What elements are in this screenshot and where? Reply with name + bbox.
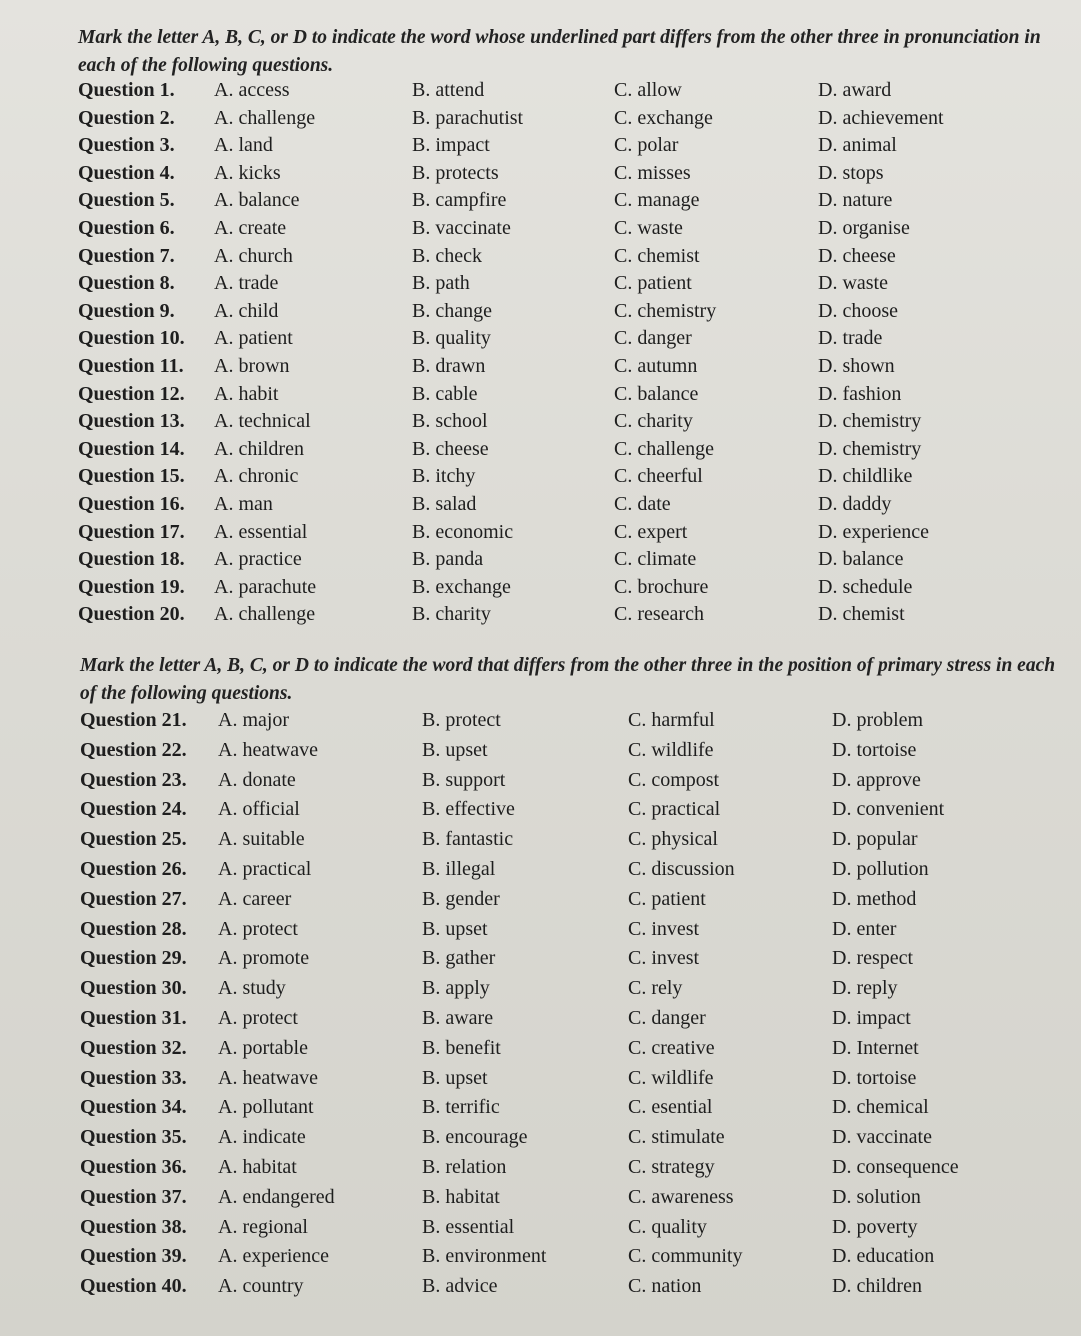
- question-label: Question 31.: [80, 1007, 187, 1029]
- option-b: B. essential: [422, 1215, 515, 1238]
- option-a: A. brown: [214, 355, 290, 377]
- option-b: B. change: [412, 299, 492, 322]
- option-a: A. practical: [218, 858, 312, 880]
- option-a: A. regional: [218, 1215, 308, 1238]
- question-row: [0, 217, 1081, 245]
- option-a: A. country: [218, 1275, 304, 1298]
- question-label: Question 14.: [78, 437, 185, 460]
- question-label: Question 18.: [78, 548, 185, 571]
- option-b: B. relation: [422, 1156, 507, 1178]
- option-d: D. pollution: [832, 858, 929, 880]
- question-label: Question 23.: [80, 768, 187, 791]
- question-row: [0, 327, 1081, 355]
- option-b: B. panda: [412, 548, 484, 571]
- question-label: Question 15.: [78, 465, 185, 488]
- question-label: Question 30.: [80, 977, 187, 1000]
- option-d: D. choose: [818, 299, 898, 322]
- question-row: [0, 1186, 1081, 1214]
- option-a: A. children: [214, 437, 304, 460]
- option-d: D. tortoise: [832, 738, 917, 761]
- question-row: [0, 300, 1081, 328]
- question-row: [0, 548, 1081, 576]
- option-b: B. benefit: [422, 1036, 501, 1059]
- option-c: C. creative: [628, 1036, 715, 1059]
- option-d: D. chemistry: [818, 410, 922, 433]
- question-label: Question 34.: [80, 1096, 187, 1119]
- question-row: [0, 272, 1081, 300]
- option-c: C. harmful: [628, 709, 715, 731]
- option-b: B. protect: [422, 709, 501, 731]
- option-a: A. heatwave: [218, 738, 318, 761]
- option-d: D. enter: [832, 917, 897, 940]
- option-d: D. waste: [818, 272, 888, 295]
- question-label: Question 24.: [80, 798, 187, 821]
- option-b: B. school: [412, 410, 488, 433]
- option-c: C. danger: [614, 327, 692, 350]
- question-label: Question 39.: [80, 1245, 187, 1268]
- option-d: D. Internet: [832, 1036, 919, 1059]
- option-a: A. create: [214, 217, 287, 239]
- question-row: [0, 107, 1081, 135]
- question-row: [0, 576, 1081, 604]
- option-b: B. campfire: [412, 189, 507, 212]
- option-a: A. promote: [218, 947, 310, 970]
- option-c: C. research: [614, 603, 704, 626]
- option-d: D. chemist: [818, 603, 905, 626]
- option-d: D. chemical: [832, 1096, 929, 1119]
- option-c: C. cheerful: [614, 465, 703, 488]
- question-row: [0, 162, 1081, 190]
- option-a: A. suitable: [218, 828, 305, 851]
- option-b: B. charity: [412, 603, 491, 626]
- question-row: [0, 1126, 1081, 1154]
- option-c: C. practical: [628, 798, 721, 821]
- option-a: A. portable: [218, 1036, 308, 1059]
- option-c: C. date: [614, 493, 671, 515]
- option-a: A. protect: [218, 1007, 298, 1029]
- question-row: [0, 918, 1081, 946]
- question-row: [0, 858, 1081, 886]
- question-row: [0, 245, 1081, 273]
- question-label: Question 3.: [78, 134, 175, 157]
- option-c: C. patient: [628, 887, 706, 910]
- option-c: C. challenge: [614, 437, 714, 460]
- question-label: Question 17.: [78, 520, 185, 543]
- option-d: D. education: [832, 1245, 935, 1268]
- option-b: B. gather: [422, 947, 496, 970]
- option-c: C. patient: [614, 272, 692, 295]
- option-a: A. essential: [214, 520, 308, 543]
- option-a: A. habitat: [218, 1156, 297, 1178]
- option-c: C. waste: [614, 217, 683, 239]
- option-d: D. organise: [818, 217, 910, 239]
- option-a: A. access: [214, 79, 290, 101]
- question-row: [0, 739, 1081, 767]
- option-a: A. balance: [214, 189, 300, 212]
- option-b: B. quality: [412, 327, 491, 350]
- option-d: D. chemistry: [818, 437, 922, 460]
- option-d: D. animal: [818, 134, 897, 157]
- option-d: D. popular: [832, 828, 918, 851]
- question-row: [0, 1067, 1081, 1095]
- option-c: C. stimulate: [628, 1126, 725, 1149]
- question-row: [0, 189, 1081, 217]
- question-label: Question 33.: [80, 1066, 187, 1089]
- option-a: A. parachute: [214, 575, 317, 598]
- option-b: B. impact: [412, 134, 490, 157]
- question-label: Question 27.: [80, 887, 187, 910]
- option-b: B. economic: [412, 520, 514, 543]
- question-row: [0, 798, 1081, 826]
- option-b: B. apply: [422, 977, 490, 1000]
- option-b: B. advice: [422, 1275, 498, 1298]
- option-a: A. challenge: [214, 603, 316, 626]
- option-c: C. danger: [628, 1007, 706, 1029]
- question-label: Question 10.: [78, 327, 185, 350]
- question-label: Question 36.: [80, 1156, 187, 1178]
- question-label: Question 40.: [80, 1275, 187, 1298]
- option-a: A. official: [218, 798, 300, 821]
- option-d: D. balance: [818, 548, 904, 571]
- question-row: [0, 79, 1081, 107]
- option-b: B. aware: [422, 1007, 494, 1029]
- question-label: Question 20.: [78, 603, 185, 626]
- option-b: B. environment: [422, 1245, 547, 1268]
- question-row: [0, 1007, 1081, 1035]
- option-a: A. pollutant: [218, 1096, 314, 1119]
- option-b: B. exchange: [412, 575, 511, 598]
- option-d: D. trade: [818, 327, 883, 350]
- option-d: D. shown: [818, 355, 895, 377]
- question-label: Question 19.: [78, 575, 185, 598]
- option-c: C. community: [628, 1245, 743, 1268]
- option-b: B. salad: [412, 493, 477, 515]
- option-b: B. cheese: [412, 437, 489, 460]
- question-row: [0, 493, 1081, 521]
- question-label: Question 26.: [80, 858, 187, 880]
- question-label: Question 8.: [78, 272, 175, 295]
- option-c: C. invest: [628, 917, 700, 940]
- question-label: Question 22.: [80, 738, 187, 761]
- question-label: Question 5.: [78, 189, 175, 212]
- option-c: C. chemistry: [614, 299, 717, 322]
- question-row: [0, 355, 1081, 383]
- option-a: A. habit: [214, 382, 279, 405]
- option-a: A. challenge: [214, 106, 316, 129]
- question-row: [0, 709, 1081, 737]
- option-a: A. practice: [214, 548, 302, 571]
- question-row: [0, 410, 1081, 438]
- option-a: A. land: [214, 134, 273, 157]
- option-a: A. protect: [218, 917, 298, 940]
- question-row: [0, 465, 1081, 493]
- option-c: C. physical: [628, 828, 718, 851]
- option-d: D. consequence: [832, 1156, 959, 1178]
- question-row: [0, 1037, 1081, 1065]
- option-c: C. strategy: [628, 1156, 715, 1178]
- question-row: [0, 438, 1081, 466]
- option-d: D. tortoise: [832, 1066, 917, 1089]
- question-label: Question 29.: [80, 947, 187, 970]
- option-c: C. expert: [614, 520, 688, 543]
- option-d: D. daddy: [818, 493, 892, 515]
- option-a: A. career: [218, 887, 292, 910]
- question-row: [0, 1096, 1081, 1124]
- question-label: Question 16.: [78, 493, 185, 515]
- question-label: Question 28.: [80, 917, 187, 940]
- option-d: D. children: [832, 1275, 922, 1298]
- option-b: B. attend: [412, 79, 485, 101]
- option-b: B. parachutist: [412, 106, 524, 129]
- question-label: Question 6.: [78, 217, 175, 239]
- option-d: D. convenient: [832, 798, 945, 821]
- question-label: Question 38.: [80, 1215, 187, 1238]
- question-row: [0, 1275, 1081, 1303]
- option-b: B. encourage: [422, 1126, 528, 1149]
- option-b: B. habitat: [422, 1185, 500, 1208]
- question-label: Question 4.: [78, 161, 175, 184]
- question-label: Question 21.: [80, 709, 187, 731]
- question-row: [0, 977, 1081, 1005]
- question-row: [0, 1245, 1081, 1273]
- question-label: Question 32.: [80, 1036, 187, 1059]
- option-d: D. vaccinate: [832, 1126, 932, 1149]
- section1-instruction: Mark the letter A, B, C, or D to indicate the word whose underlined part differs from the other three in pronunciation in each of the following questions.: [78, 27, 1041, 76]
- option-b: B. effective: [422, 798, 515, 821]
- option-c: C. discussion: [628, 858, 735, 880]
- option-c: C. wildlife: [628, 1066, 714, 1089]
- option-c: C. manage: [614, 189, 700, 212]
- question-label: Question 25.: [80, 828, 187, 851]
- option-b: B. upset: [422, 738, 488, 761]
- option-b: B. drawn: [412, 355, 486, 377]
- question-row: [0, 947, 1081, 975]
- question-label: Question 13.: [78, 410, 185, 433]
- section2-instruction: Mark the letter A, B, C, or D to indicate the word that differs from the other three in the position of primary stress in each of the following questions.: [80, 655, 1056, 704]
- option-d: D. schedule: [818, 575, 913, 598]
- option-a: A. indicate: [218, 1126, 306, 1149]
- option-c: C. autumn: [614, 355, 698, 377]
- option-d: D. fashion: [818, 382, 902, 405]
- option-c: C. exchange: [614, 106, 713, 129]
- option-b: B. upset: [422, 917, 488, 940]
- option-c: C. climate: [614, 548, 697, 571]
- option-c: C. balance: [614, 382, 699, 405]
- option-a: A. major: [218, 709, 290, 731]
- option-c: C. nation: [628, 1275, 702, 1298]
- option-d: D. poverty: [832, 1215, 918, 1238]
- option-c: C. quality: [628, 1215, 707, 1238]
- option-b: B. illegal: [422, 858, 496, 880]
- question-label: Question 37.: [80, 1185, 187, 1208]
- question-row: [0, 888, 1081, 916]
- option-b: B. support: [422, 768, 506, 791]
- option-d: D. stops: [818, 161, 884, 184]
- option-c: C. chemist: [614, 244, 700, 267]
- option-d: D. problem: [832, 709, 924, 731]
- question-label: Question 9.: [78, 299, 175, 322]
- option-d: D. childlike: [818, 465, 913, 488]
- option-a: A. child: [214, 299, 279, 322]
- option-d: D. cheese: [818, 244, 896, 267]
- option-b: B. protects: [412, 161, 499, 184]
- option-d: D. method: [832, 887, 917, 910]
- question-row: [0, 383, 1081, 411]
- option-b: B. terrific: [422, 1096, 500, 1119]
- question-row: [0, 521, 1081, 549]
- option-b: B. upset: [422, 1066, 488, 1089]
- option-c: C. charity: [614, 410, 693, 433]
- question-row: [0, 828, 1081, 856]
- option-c: C. awareness: [628, 1185, 734, 1208]
- option-a: A. study: [218, 977, 286, 1000]
- option-b: B. itchy: [412, 465, 476, 488]
- option-c: C. wildlife: [628, 738, 714, 761]
- option-a: A. heatwave: [218, 1066, 318, 1089]
- option-d: D. experience: [818, 520, 930, 543]
- option-a: A. patient: [214, 327, 293, 350]
- option-c: C. esential: [628, 1096, 713, 1119]
- option-d: D. approve: [832, 768, 921, 791]
- option-a: A. man: [214, 493, 273, 515]
- option-a: A. technical: [214, 410, 311, 433]
- option-c: C. invest: [628, 947, 700, 970]
- question-label: Question 7.: [78, 244, 175, 267]
- option-a: A. chronic: [214, 465, 299, 488]
- question-label: Question 2.: [78, 106, 175, 129]
- question-label: Question 11.: [78, 355, 184, 377]
- option-b: B. path: [412, 272, 470, 295]
- option-c: C. rely: [628, 977, 683, 1000]
- question-label: Question 1.: [78, 79, 175, 101]
- option-c: C. allow: [614, 79, 682, 101]
- question-label: Question 12.: [78, 382, 185, 405]
- option-c: C. misses: [614, 161, 691, 184]
- question-row: [0, 603, 1081, 631]
- option-b: B. check: [412, 244, 482, 267]
- option-a: A. trade: [214, 272, 279, 295]
- question-label: Question 35.: [80, 1126, 187, 1149]
- option-b: B. gender: [422, 887, 500, 910]
- option-d: D. solution: [832, 1185, 921, 1208]
- option-d: D. nature: [818, 189, 893, 212]
- question-row: [0, 134, 1081, 162]
- option-c: C. compost: [628, 768, 720, 791]
- question-row: [0, 1156, 1081, 1184]
- option-d: D. impact: [832, 1007, 911, 1029]
- option-b: B. cable: [412, 382, 478, 405]
- option-a: A. kicks: [214, 161, 281, 184]
- option-b: B. fantastic: [422, 828, 514, 851]
- option-d: D. achievement: [818, 106, 944, 129]
- option-a: A. church: [214, 244, 293, 267]
- option-d: D. reply: [832, 977, 898, 1000]
- option-a: A. experience: [218, 1245, 330, 1268]
- option-d: D. respect: [832, 947, 914, 970]
- question-row: [0, 769, 1081, 797]
- option-a: A. endangered: [218, 1185, 335, 1208]
- option-c: C. brochure: [614, 575, 709, 598]
- option-c: C. polar: [614, 134, 679, 157]
- option-b: B. vaccinate: [412, 217, 511, 239]
- question-row: [0, 1216, 1081, 1244]
- option-d: D. award: [818, 79, 892, 101]
- option-a: A. donate: [218, 768, 296, 791]
